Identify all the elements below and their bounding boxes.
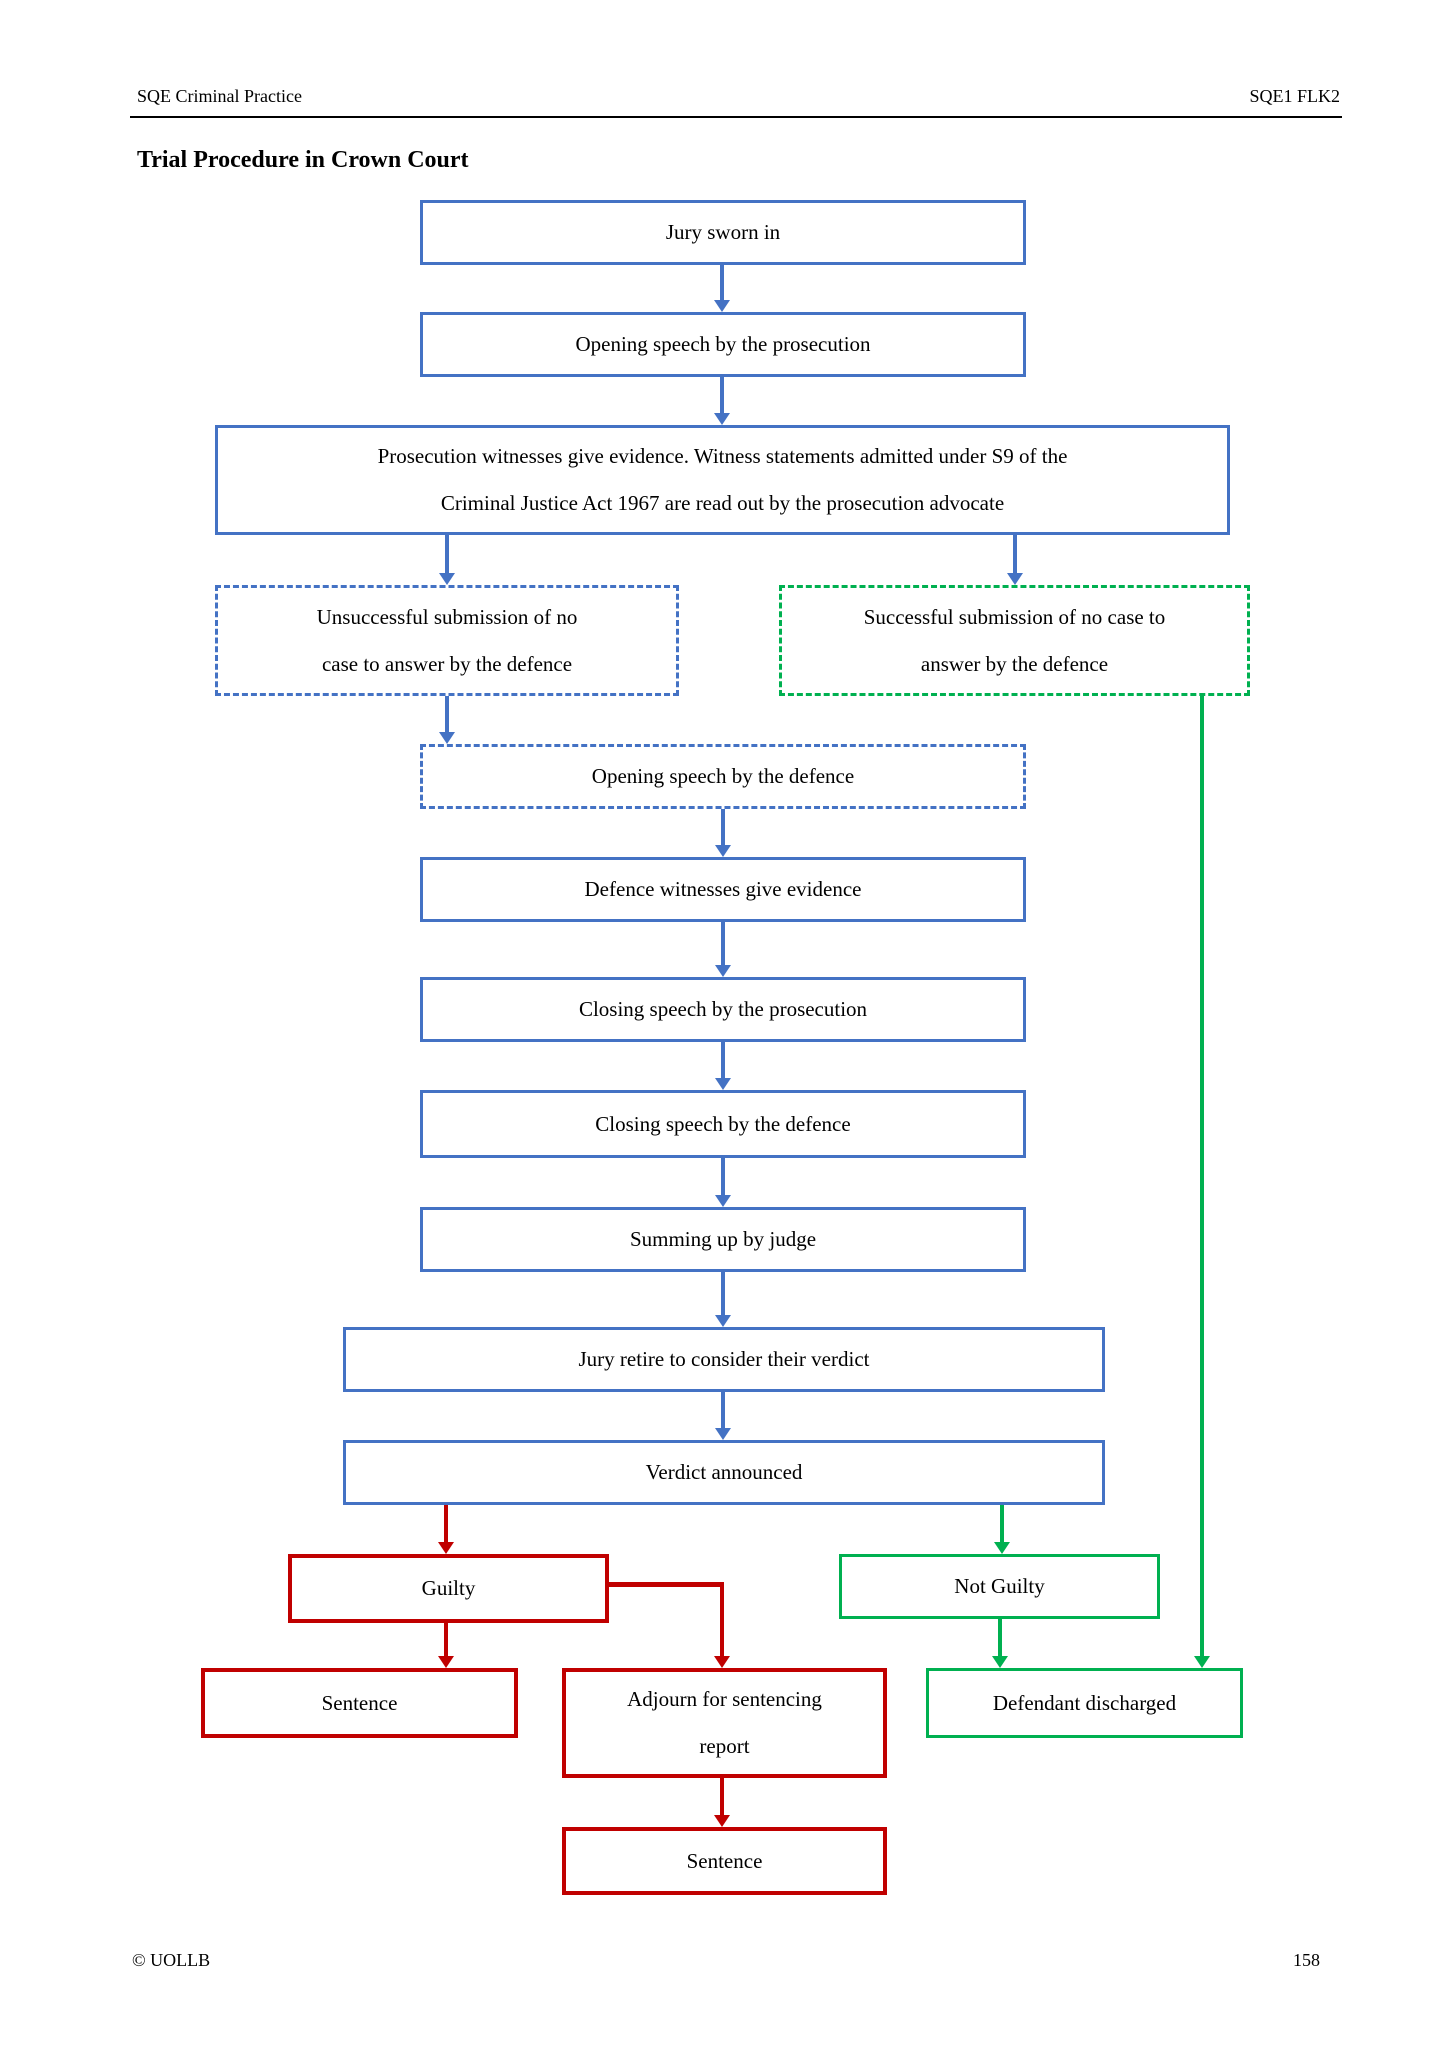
arrow-witnesses-to-unsuccessful xyxy=(439,535,455,585)
node-successful-submission xyxy=(779,585,1250,696)
node-label: Guilty xyxy=(421,1576,476,1600)
node-label: Defence witnesses give evidence xyxy=(584,877,862,901)
node-label-line1: Prosecution witnesses give evidence. Witness statements admitted under S9 of the xyxy=(377,444,1068,468)
arrow-guilty-to-adjourn xyxy=(714,1582,730,1668)
arrow-jury-retire-to-verdict xyxy=(715,1392,731,1440)
arrow-jury-to-opening xyxy=(714,265,730,312)
arrow-guilty-to-sentence xyxy=(438,1623,454,1668)
node-jury-sworn-in xyxy=(420,200,1026,265)
arrow-verdict-to-not-guilty xyxy=(994,1505,1010,1554)
page-title: Trial Procedure in Crown Court xyxy=(137,147,469,173)
node-label-line2: answer by the defence xyxy=(920,651,1109,676)
node-label-line2: case to answer by the defence xyxy=(321,651,573,676)
node-prosecution-witnesses xyxy=(215,425,1230,535)
node-summing-up-judge xyxy=(420,1207,1026,1272)
node-label-line1: Adjourn for sentencing xyxy=(627,1687,822,1711)
arrow-not-guilty-to-discharged xyxy=(992,1619,1008,1668)
header-rule xyxy=(130,116,1342,118)
footer-copyright: © UOLLB xyxy=(132,1950,211,1970)
header-left: SQE Criminal Practice xyxy=(137,86,302,106)
node-guilty xyxy=(288,1554,609,1623)
node-closing-speech-defence xyxy=(420,1090,1026,1158)
node-label-line1: Unsuccessful submission of no xyxy=(316,604,578,629)
node-label: Jury retire to consider their verdict xyxy=(578,1347,870,1371)
node-label: Sentence xyxy=(686,1848,763,1873)
arrow-opening-defence-to-defence-witnesses xyxy=(715,809,731,857)
node-opening-speech-prosecution xyxy=(420,312,1026,377)
node-label-line1: Successful submission of no case to xyxy=(863,604,1166,629)
node-defendant-discharged xyxy=(926,1668,1243,1738)
arrow-successful-to-discharged xyxy=(1194,696,1210,1668)
node-jury-retire xyxy=(343,1327,1105,1392)
arrow-unsuccessful-to-opening-defence xyxy=(439,696,455,744)
node-label: Closing speech by the defence xyxy=(595,1111,851,1136)
connector-guilty-to-adjourn-horizontal xyxy=(609,1582,724,1587)
node-label: Opening speech by the defence xyxy=(591,764,855,788)
arrow-summing-up-to-jury-retire xyxy=(715,1272,731,1327)
header-right: SQE1 FLK2 xyxy=(1249,86,1340,106)
footer-page-number: 158 xyxy=(1293,1950,1320,1970)
node-sentence-direct xyxy=(201,1668,518,1738)
node-label: Jury sworn in xyxy=(665,220,781,244)
arrow-defence-witnesses-to-closing-prosecution xyxy=(715,922,731,977)
node-label: Verdict announced xyxy=(645,1460,803,1484)
node-label: Closing speech by the prosecution xyxy=(578,997,868,1021)
node-not-guilty xyxy=(839,1554,1160,1619)
node-defence-witnesses xyxy=(420,857,1026,922)
node-label: Opening speech by the prosecution xyxy=(575,332,871,356)
node-adjourn-sentencing-report xyxy=(562,1668,887,1778)
node-label: Sentence xyxy=(321,1690,398,1715)
node-sentence-after-report xyxy=(562,1827,887,1895)
node-label-line2: Criminal Justice Act 1967 are read out by the prosecution advocate xyxy=(440,491,1005,515)
arrow-verdict-to-guilty xyxy=(438,1505,454,1554)
node-label: Summing up by judge xyxy=(629,1227,817,1251)
arrow-closing-defence-to-summing-up xyxy=(715,1158,731,1207)
node-label-line2: report xyxy=(699,1734,750,1758)
node-closing-speech-prosecution xyxy=(420,977,1026,1042)
node-label: Defendant discharged xyxy=(992,1690,1177,1715)
arrow-adjourn-to-sentence xyxy=(714,1778,730,1827)
arrow-opening-to-witnesses xyxy=(714,377,730,425)
node-opening-speech-defence xyxy=(420,744,1026,809)
arrow-closing-prosecution-to-closing-defence xyxy=(715,1042,731,1090)
node-label: Not Guilty xyxy=(954,1574,1045,1598)
node-verdict-announced xyxy=(343,1440,1105,1505)
node-unsuccessful-submission xyxy=(215,585,679,696)
arrow-witnesses-to-successful xyxy=(1007,535,1023,585)
